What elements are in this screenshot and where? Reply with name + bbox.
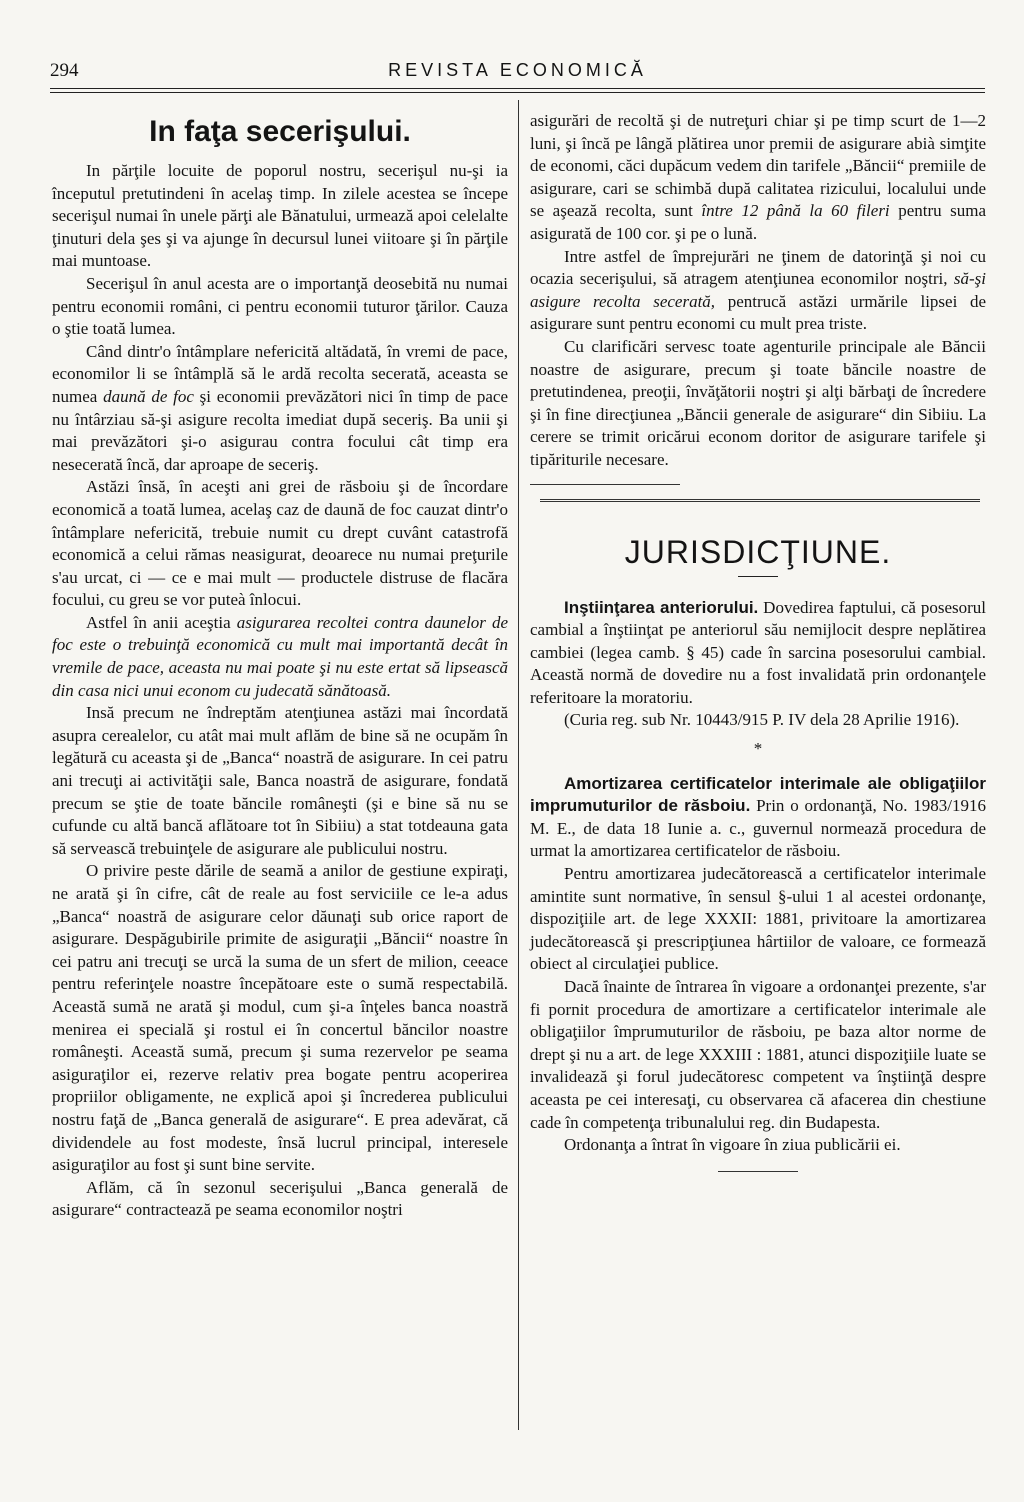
paragraph: Secerişul în anul acesta are o importanţă deosebită nu numai pentru economii români, ci pentru economii tuturor ţărilor. Cauza o ştie toată lumea. [52,273,508,339]
emphasis: să-şi asigure recolta secerată, [530,269,986,311]
emphasis: asigurarea recoltei contra daunelor de foc este o trebuinţă economică cu mult mai importantă decât în vremile de pace, aceasta nu mai poate şi nu este ertat să lipsească din casa nici unui econom cu judecată sănătoasă. [52,612,509,700]
title-dash [738,576,778,577]
paragraph: Dacă înainte de întrarea în vigoare a ordonanţei prezente, s'ar fi pornit procedura de amortizare a certificatelor interimale ale obligaţiilor împrumuturilor de răsboiu, pe baza altor norme de drept şi nu a art. de lege XXXIII : 1881, atunci dispoziţiile luate se invalidează şi forul judecătoresc competent va înştiinţă despre aceasta pe cei interesaţi, cu observarea că afacerea din chestiune cade în competenţa tribunalului reg. din Budapesta. [530,977,986,1132]
paragraph [530,597,986,710]
paragraph [530,773,986,863]
left-column [52,110,508,1222]
paragraph: Ordonanţa a întrat în vigoare în ziua publicării ei. [564,1135,901,1155]
page-number: 294 [50,60,79,81]
article-title: In faţa secerişului. [149,115,411,148]
paragraph: O privire peste dările de seamă a anilor de gestiune expiraţi, ne arată şi în cifre, cât de reale au fost serviciile ce le-a adus „Banca“ noastră de asigurare celor dăunaţi sub orice raport de asigurare. Despăgubirile primite de asiguraţii „Băncii“ noastre în cei patru ani trecuţi se urcă la suma de un sfert de milion, ceeace pentru referinţele noastre începătoare este o sumă respectabilă. Această sumă ne arată şi modul, cum şi-a înţeles banca noastră menirea ei specială şi rostul ei în concertul băncilor noastre româneşti. Această sumă, precum şi suma rezervelor pe seama asiguraţilor ei, rezerve relativ prea bogate pentru acoperirea propriilor obligamente, ne explică apoi şi încrederea publicului nostru faţă de „Banca generală de asigurare“. E prea adevărat, că dividendele au fost modeste, însă lucrul principal, interesele asiguraţilor au fost şi sunt bine servite. [52,861,508,1175]
paragraph [530,110,986,246]
paragraph: In părţile locuite de poporul nostru, secerişul nu-şi ia începutul pretutindeni în acelaş timp. In zilele acestea se începe secerişul numai în unele părţi ale Bănatului, urmează apoi celelalte ţinuturi dela şes şi va ajunge în decursul lunei viitoare şi în părţile mai muntoase. [52,161,508,271]
article-end-rule [530,484,680,485]
emphasis: între 12 până la 60 fileri [701,201,890,221]
paragraph-text: Prin o ordonanţă, No. 1983/1916 M. E., de data 18 Iunie a. c., guvernul normează procedura de urmat la amortizarea certificatelor de răsboiu. [530,796,986,861]
paragraph-text: Intre astfel de împrejurări ne ţinem de datorinţă şi noi cu ocazia secerişului, să atragem atenţiunea economilor noştri, [530,246,986,289]
header-rule [50,92,985,93]
header-rule [50,88,985,89]
paragraph-text: Astfel în anii aceştia [86,612,231,632]
paragraph: Cu clarificări servesc toate agenturile principale ale Băncii noastre de asigurare, precum şi toate băncile noastre de pretutindenea, preoţii, învăţătorii noştri şi alţi bărbaţi de încredere şi în fine direcţiunea „Băncii generale de asigurare“ din Sibiiu. La cerere se trimit oricărui econom doritor de asigurare tarifele şi tipăriturile necesare. [530,336,986,469]
paragraph [52,341,508,477]
paragraph-text: Când dintr'o întâmplare nefericită altădată, în vremi de pace, economilor li se întâmplă să le ardă recolta secerată, aceasta se numea [52,341,508,406]
paragraph-text: pentrucă astăzi urmările lipsei de asigurare sunt pentru economi cu mult prea triste. [530,291,986,334]
page-header [50,60,985,84]
paragraph [52,612,508,702]
paragraph: Pentru amortizarea judecătorească a certificatelor interimale amintite sunt normative, în sensul §-ului 1 al acestei ordonanţe, dispoziţiile art. de lege XXXII: 1881, privitoare la amortizarea judecătorească şi prescripţiunea hârtiilor de valoare, ce formează obiect al circulaţiei publice. [530,864,986,974]
item-title: Inştiinţarea anteriorului. [564,597,759,617]
paragraph-text: asigurări de recoltă şi de nutreţuri chiar şi pe timp scurt de 1—2 luni, şi încă pe lângă plătirea unor premii de asigurare abià simţite de economi, căci dupăcum vedem din tarifele „Băncii“ premiile de asigurare, cari se schimbă după calitatea rizicului, localului unde se aşează recolta, sunt [530,111,986,221]
paragraph [530,246,986,336]
section-title: JURISDICŢIUNE. [624,533,892,570]
paragraph: Aflăm, că în sezonul secerişului „Banca generală de asigurare“ contractează pe seama economilor noştri [52,1177,508,1220]
paragraph-text: Dovedirea faptului, că posesorul cambial a înştiinţat pe anteriorul său nemijlocit despre neplătirea cambiei (legea camb. § 45) cade în sarcina posesorului cambial. Această normă de dovedire nu a fost invalidată prin ordonanţele referitoare la moratoriu. [530,597,986,707]
paragraph-text: pentru suma asigurată de 100 cor. şi pe o lună. [530,201,987,243]
item-title: Amortizarea certificatelor interimale ale obligaţiilor imprumuturilor de răsboiu. [530,773,986,816]
paragraph-text: şi economii prevăzători nici în timp de pace nu întârziau să-şi asigure recolta imediat după seceriş. Ba unii şi mai prevăzători şi-o asigurau contra focului cât timp era nesecerată încă, dar aproape de seceriş. [52,386,508,474]
paragraph: Astăzi însă, în aceşti ani grei de răsboiu şi de încordare economică a toată lumea, acelaş caz de daună de foc cauzat dintr'o întâmplare nefericită, trebuie numit cu drept cuvânt catastrofă economică a celui rămas neasigurat, deoarece nu numai preţurile s'au urcat, ci — ce e mai mult — productele distruse de flacăra focului, cu greu se vor puteà înlocui. [52,477,508,610]
right-column [530,110,986,1172]
emphasis: daună de foc [103,386,194,406]
section-separator [540,499,980,502]
asterisk-separator: * [753,739,763,759]
citation: (Curia reg. sub Nr. 10443/915 P. IV dela 28 Aprilie 1916). [564,710,960,730]
end-rule [718,1171,798,1172]
paragraph: Insă precum ne îndreptăm atenţiunea astăzi mai încordată asupra cerealelor, cu atât mai mult aflăm de bine să ne ocupăm în legătură cu aceasta şi de „Banca“ noastră de asigurare. In cei patru ani trecuţi ai activităţii sale, Banca noastră de asigurare, fondată precum se ştie de toate băncile româneşti (şi e bine să nu se cufunde cu altă bancă aflătoare tot în Sibiiu) a stat totdeauna gata să servească trebuinţele de asigurare ale publicului nostru. [52,703,508,858]
running-title: REVISTA ECONOMICĂ [388,60,647,80]
column-divider [518,100,519,1430]
